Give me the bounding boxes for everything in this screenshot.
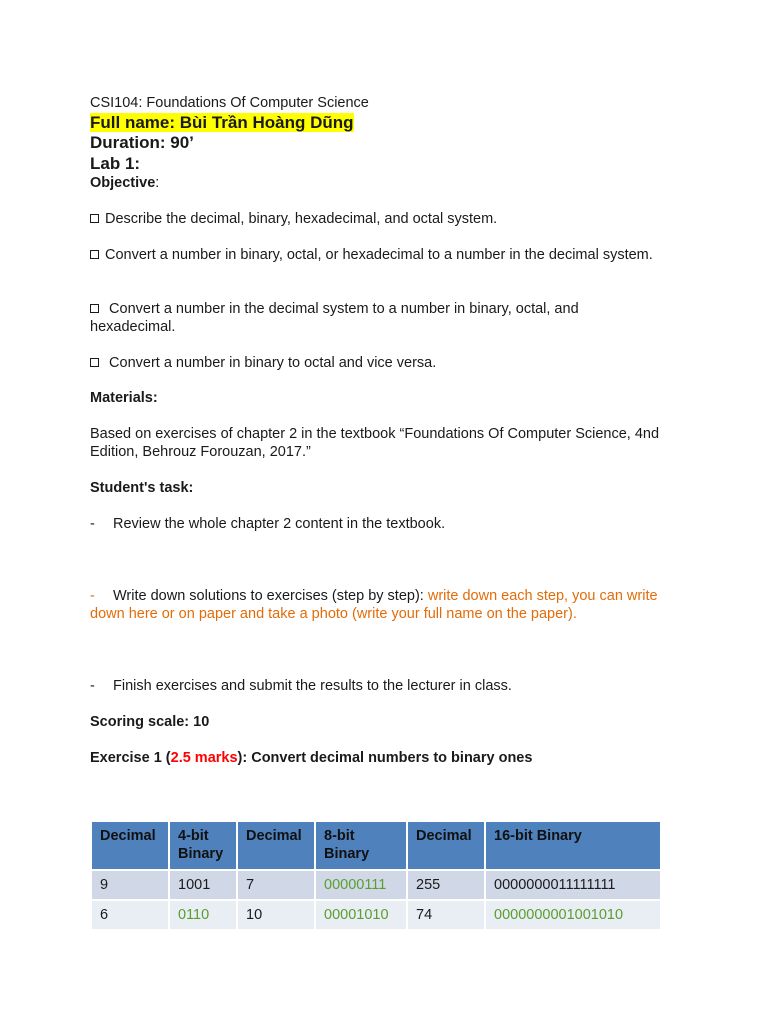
- task-item-text: Review the whole chapter 2 content in the textbook.: [113, 516, 446, 532]
- column-header: Decimal: [237, 821, 315, 870]
- objective-item: [90, 354, 436, 372]
- exercise-marks: 2.5 marks: [170, 750, 238, 766]
- dash-bullet: -: [90, 588, 95, 604]
- full-name: [90, 113, 354, 133]
- checkbox-icon: [90, 358, 99, 367]
- table-cell: 255: [407, 870, 485, 900]
- materials-text: Based on exercises of chapter 2 in the textbook “Foundations Of Computer Science, 4nd Edition, Behrouz Forouzan, 2017.”: [90, 426, 660, 460]
- course-title: CSI104: Foundations Of Computer Science: [90, 95, 369, 111]
- objective-colon: :: [155, 175, 160, 191]
- column-header: 16-bit Binary: [485, 821, 661, 870]
- table-cell: 6: [91, 900, 169, 930]
- objective-item: [90, 246, 660, 264]
- table-cell-answer: 0110: [169, 900, 237, 930]
- table-cell-answer: 00000111: [315, 870, 407, 900]
- table-cell: 74: [407, 900, 485, 930]
- checkbox-icon: [90, 214, 99, 223]
- table-cell-answer: 00001010: [315, 900, 407, 930]
- objective-item-text: Convert a number in binary to octal and vice versa.: [105, 355, 437, 371]
- dash-bullet: -: [90, 516, 95, 532]
- materials-heading: Materials:: [90, 390, 158, 406]
- checkbox-icon: [90, 304, 99, 313]
- table-row: [91, 900, 661, 930]
- column-header: Decimal: [91, 821, 169, 870]
- objective-item-text: Convert a number in the decimal system to a number in binary, octal, and hexadecimal.: [90, 301, 579, 335]
- duration: Duration: 90’: [90, 133, 194, 152]
- table-cell: 1001: [169, 870, 237, 900]
- task-item: [90, 515, 445, 533]
- objective-label: Objective: [90, 175, 156, 191]
- objective-item: [90, 300, 660, 336]
- scoring-scale: Scoring scale: 10: [90, 714, 210, 730]
- task-item: [90, 677, 512, 695]
- table-cell: 10: [237, 900, 315, 930]
- objective-heading: [90, 174, 159, 192]
- task-item-text: Write down solutions to exercises (step by step):: [113, 588, 428, 604]
- lab-title: Lab 1:: [90, 154, 141, 173]
- table-header-row: [91, 821, 661, 870]
- task-item-text: Finish exercises and submit the results to the lecturer in class.: [113, 678, 512, 694]
- objective-item: [90, 210, 497, 228]
- exercise-1-title: [90, 749, 532, 767]
- objective-item-text: Convert a number in binary, octal, or hexadecimal to a number in the decimal system.: [105, 247, 653, 263]
- task-item: [90, 587, 660, 623]
- objective-item-text: Describe the decimal, binary, hexadecimal, and octal system.: [105, 211, 498, 227]
- table-row: [91, 870, 661, 900]
- column-header: 8-bit Binary: [315, 821, 407, 870]
- column-header: 4-bit Binary: [169, 821, 237, 870]
- exercise-suffix: ): Convert decimal numbers to binary ones: [237, 750, 533, 766]
- task-item-note: write down each step, you can write down here or on paper and take a photo (write your full name on the paper).: [90, 588, 658, 622]
- table-cell: 9: [91, 870, 169, 900]
- exercise-prefix: Exercise 1 (: [90, 750, 171, 766]
- table-cell: 7: [237, 870, 315, 900]
- table-cell-answer: 0000000001001010: [485, 900, 661, 930]
- full-name-highlight: Full name: Bùi Trần Hoàng Dũng: [90, 113, 354, 132]
- task-heading: Student's task:: [90, 480, 194, 496]
- table-cell: 0000000011111111: [485, 870, 661, 900]
- dash-bullet: -: [90, 678, 95, 694]
- checkbox-icon: [90, 250, 99, 259]
- column-header: Decimal: [407, 821, 485, 870]
- conversion-table: [90, 820, 662, 931]
